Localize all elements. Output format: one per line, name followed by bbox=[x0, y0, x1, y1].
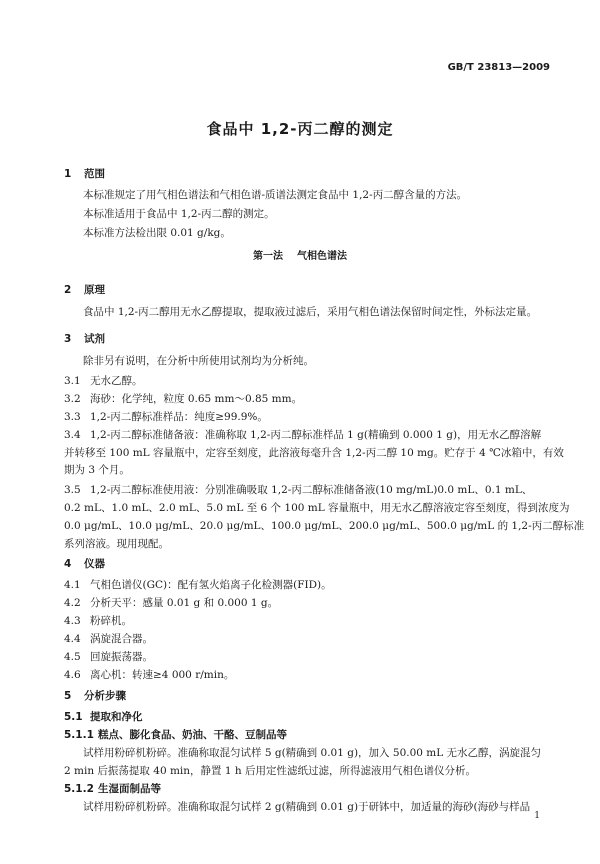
clause-5-1-heading: 5.1 提取和净化 bbox=[64, 711, 143, 723]
paragraph-cont: 2 min 后振荡提取 40 min，静置 1 h 后用定性滤纸过滤，所得滤液用气相色谱仪分析。 bbox=[64, 765, 477, 777]
clause-3-5: 3.5 1,2-丙二醇标准使用液：分别准确吸取 1,2-丙二醇标准储备液(10 mg/mL)0.0 mL、0.1 mL、 bbox=[64, 484, 533, 496]
clause-4-5: 4.5 回旋振荡器。 bbox=[64, 651, 153, 663]
clause-4-2: 4.2 分析天平：感量 0.01 g 和 0.000 1 g。 bbox=[64, 597, 279, 609]
clause-5-1-2-heading: 5.1.2 生湿面制品等 bbox=[64, 783, 161, 795]
clause-3-5-cont: 系列溶液。现用现配。 bbox=[64, 538, 169, 550]
method-heading: 第一法 气相色谱法 bbox=[253, 251, 347, 262]
clause-3-1: 3.1 无水乙醇。 bbox=[64, 375, 143, 387]
clause-4-1: 4.1 气相色谱仪(GC)：配有氢火焰离子化检测器(FID)。 bbox=[64, 579, 332, 591]
clause-4-3: 4.3 粉碎机。 bbox=[64, 615, 132, 627]
document-title: 食品中 1,2-丙二醇的测定 bbox=[206, 120, 394, 138]
paragraph: 本标准规定了用气相色谱法和气相色谱-质谱法测定食品中 1,2-丙二醇含量的方法。 bbox=[83, 189, 468, 201]
section-heading-2: 2 原理 bbox=[64, 284, 105, 296]
clause-3-4: 3.4 1,2-丙二醇标准储备液：准确称取 1,2-丙二醇标准样品 1 g(精确到 0.000 1 g)，用无水乙醇溶解 bbox=[64, 429, 542, 441]
clause-4-6: 4.6 离心机：转速≥4 000 r/min。 bbox=[64, 669, 235, 681]
clause-3-4-cont: 期为 3 个月。 bbox=[64, 464, 130, 476]
paragraph: 除非另有说明，在分析中所使用试剂均为分析纯。 bbox=[83, 355, 314, 367]
paragraph: 试样用粉碎机粉碎。准确称取混匀试样 5 g(精确到 0.01 g)，加入 50.00 mL 无水乙醇，涡旋混匀 bbox=[83, 747, 542, 759]
paragraph: 试样用粉碎机粉碎。准确称取混匀试样 2 g(精确到 0.01 g)于研钵中，加适量的海砂(海砂与样品 bbox=[83, 801, 531, 813]
clause-4-4: 4.4 涡旋混合器。 bbox=[64, 633, 153, 645]
clause-3-5-cont: 0.2 mL、1.0 mL、2.0 mL、5.0 mL 至 6 个 100 mL 容量瓶中，用无水乙醇溶液定容至刻度，得到浓度为 bbox=[64, 502, 570, 514]
page-number: 1 bbox=[534, 811, 540, 821]
section-heading-4: 4 仪器 bbox=[64, 558, 105, 570]
standard-number: GB/T 23813—2009 bbox=[447, 62, 550, 73]
clause-3-2: 3.2 海砂：化学纯，粒度 0.65 mm～0.85 mm。 bbox=[64, 393, 303, 405]
clause-5-1-1-heading: 5.1.1 糕点、膨化食品、奶油、干酪、豆制品等 bbox=[64, 729, 287, 741]
clause-3-3: 3.3 1,2-丙二醇标准样品：纯度≥99.9%。 bbox=[64, 411, 268, 423]
section-heading-3: 3 试剂 bbox=[64, 333, 105, 345]
clause-3-5-cont: 0.0 μg/mL、10.0 μg/mL、20.0 μg/mL、100.0 μg/mL、200.0 μg/mL、500.0 μg/mL 的 1,2-丙二醇标准 bbox=[64, 520, 585, 532]
clause-3-4-cont: 并转移至 100 mL 容量瓶中，定容至刻度，此溶液每毫升含 1,2-丙二醇 10 mg。贮存于 4 ℃冰箱中，有效 bbox=[64, 447, 564, 459]
section-heading-1: 1 范围 bbox=[64, 168, 105, 180]
paragraph: 本标准适用于食品中 1,2-丙二醇的测定。 bbox=[83, 208, 275, 220]
paragraph: 本标准方法检出限 0.01 g/kg。 bbox=[83, 227, 231, 239]
paragraph: 食品中 1,2-丙二醇用无水乙醇提取，提取液过滤后，采用气相色谱法保留时间定性，外标法定量。 bbox=[83, 306, 538, 318]
section-heading-5: 5 分析步骤 bbox=[64, 690, 126, 702]
